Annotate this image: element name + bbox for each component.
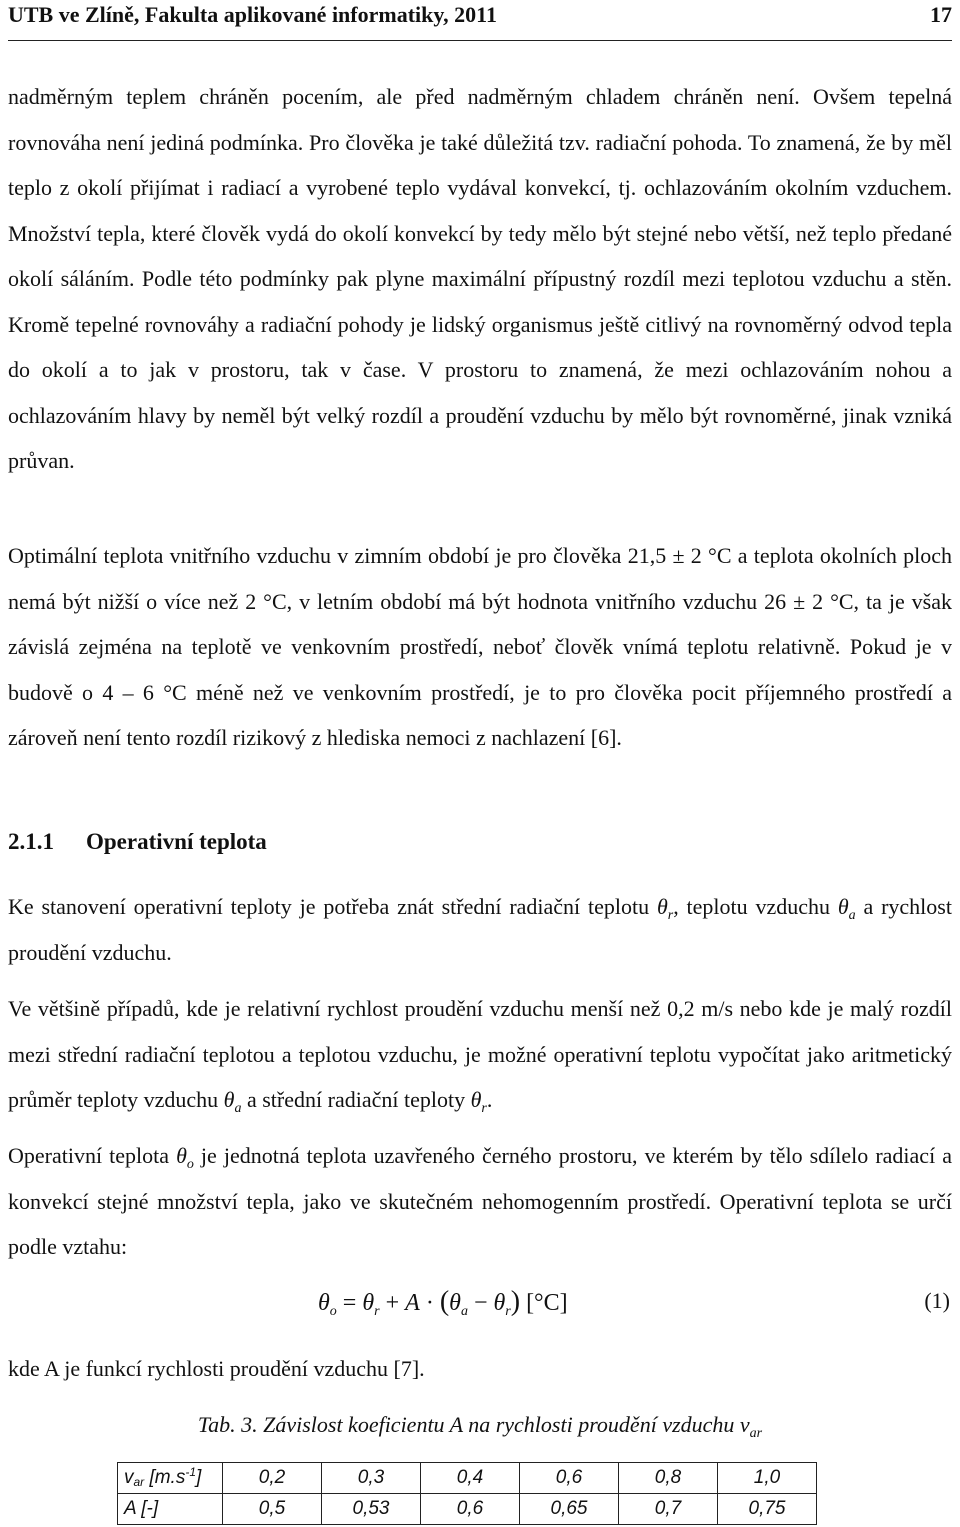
row-header-coefficient: A [-]	[118, 1494, 223, 1525]
page-header	[8, 0, 952, 41]
section-heading	[8, 829, 267, 855]
table-cell: 1,0	[718, 1463, 817, 1494]
table-row	[118, 1494, 817, 1525]
paragraph-thermal-comfort: nadměrným teplem chráněn pocením, ale před nadměrným chladem chráněn není. Ovšem tepelná rovnováha není jediná podmínka. Pro člověka je také důležitá tzv. radiační pohoda. To znamená, že by měl teplo z okolí přijímat i radiací a vyrobené teplo vydával konvekcí, tj. ochlazováním okolním vzduchem. Množství tepla, které člověk vydá do okolí konvekcí by tedy mělo být stejné nebo větší, než teplo předané okolí sáláním. Podle této podmínky pak plyne maximální přípustný rozdíl mezi teplotou vzduchu a stěn. Kromě tepelné rovnováhy a radiační pohody je lidský organismus ještě citlivý na rovnoměrný odvod tepla do okolí a to jak v prostoru, tak v čase. V prostoru to znamená, že mezi ochlazováním nohou a ochlazováním hlavy by neměl být velký rozdíl a proudění vzduchu by mělo být rovnoměrné, jinak vzniká průvan.	[8, 84, 952, 473]
table-row	[118, 1463, 817, 1494]
theta-r-symbol: $\theta_r$	[656, 894, 674, 923]
theta-a-symbol: $\theta_a$	[223, 1087, 242, 1116]
equation: $\theta_o = \theta_r + A \cdot (\theta_a - \theta_r)$ [°C]	[318, 1286, 568, 1319]
equation-number: (1)	[924, 1288, 950, 1313]
table-cell: 0,53	[322, 1494, 421, 1525]
paragraph-arithmetic-mean: Ve většině případů, kde je relativní rychlost proudění vzduchu menší než 0,2 m/s nebo kde je malý rozdíl mezi střední radiační teplotou a teplotou vzduchu, je možné operativní teplotu vypočítat jako aritmetický průměr teploty vzduchu $\theta_a$ a střední radiační teploty $\theta_r$.	[8, 996, 952, 1116]
table-cell: 0,3	[322, 1463, 421, 1494]
theta-a-symbol: $\theta_a$	[837, 894, 856, 923]
paragraph-optimal-temperature: Optimální teplota vnitřního vzduchu v zimním období je pro člověka 21,5 ± 2 °C a teplota okolních ploch nemá být nižší o více než 2 °C, v letním období má být hodnota vnitřního vzduchu 26 ± 2 °C, ta je však závislá zejména na teplotě ve venkovním prostředí, neboť člověk vnímá teplotu relativně. Pokud je v budově o 4 – 6 °C méně než ve venkovním prostředí, je to pro člověka pocit příjemného prostředí a zároveň není tento rozdíl rizikový z hlediska nemoci z nachlazení [6].	[8, 543, 952, 750]
theta-o-symbol: $\theta_o$	[176, 1143, 194, 1172]
row-header-velocity: $v_{ar}$ $[m.s^{-1}]$	[118, 1463, 223, 1494]
table-caption: Tab. 3. Závislost koeficientu A na rychlosti proudění vzduchu $v_{ar}$	[197, 1412, 763, 1441]
table-cell: 0,5	[223, 1494, 322, 1525]
table-cell: 0,6	[520, 1463, 619, 1494]
paragraph-operative-intro: Ke stanovení operativní teploty je potřeba znát střední radiační teplotu $\theta_r$, teplotu vzduchu $\theta_a$ a rychlost proudění vzduchu.	[8, 894, 952, 965]
header-title: UTB ve Zlíně, Fakulta aplikované informatiky, 2011	[8, 2, 497, 27]
table-cell: 0,8	[619, 1463, 718, 1494]
table-cell: 0,4	[421, 1463, 520, 1494]
table-cell: 0,65	[520, 1494, 619, 1525]
theta-r-symbol: $\theta_r$	[470, 1087, 487, 1116]
page-number: 17	[930, 2, 952, 27]
section-title: Operativní teplota	[86, 829, 267, 854]
table-cell: 0,2	[223, 1463, 322, 1494]
table-cell: 0,75	[718, 1494, 817, 1525]
section-number: 2.1.1	[8, 829, 54, 854]
table-cell: 0,6	[421, 1494, 520, 1525]
coefficient-table	[117, 1462, 817, 1525]
table-cell: 0,7	[619, 1494, 718, 1525]
paragraph-coefficient-note: kde A je funkcí rychlosti proudění vzduchu [7].	[8, 1356, 425, 1381]
paragraph-operative-definition: Operativní teplota $\theta_o$ je jednotná teplota uzavřeného černého prostoru, ve kterém by tělo sdílelo radiací a konvekcí stejné množství tepla, jako ve skutečném nehomogenním prostředí. Operativní teplota se určí podle vztahu:	[8, 1143, 953, 1259]
